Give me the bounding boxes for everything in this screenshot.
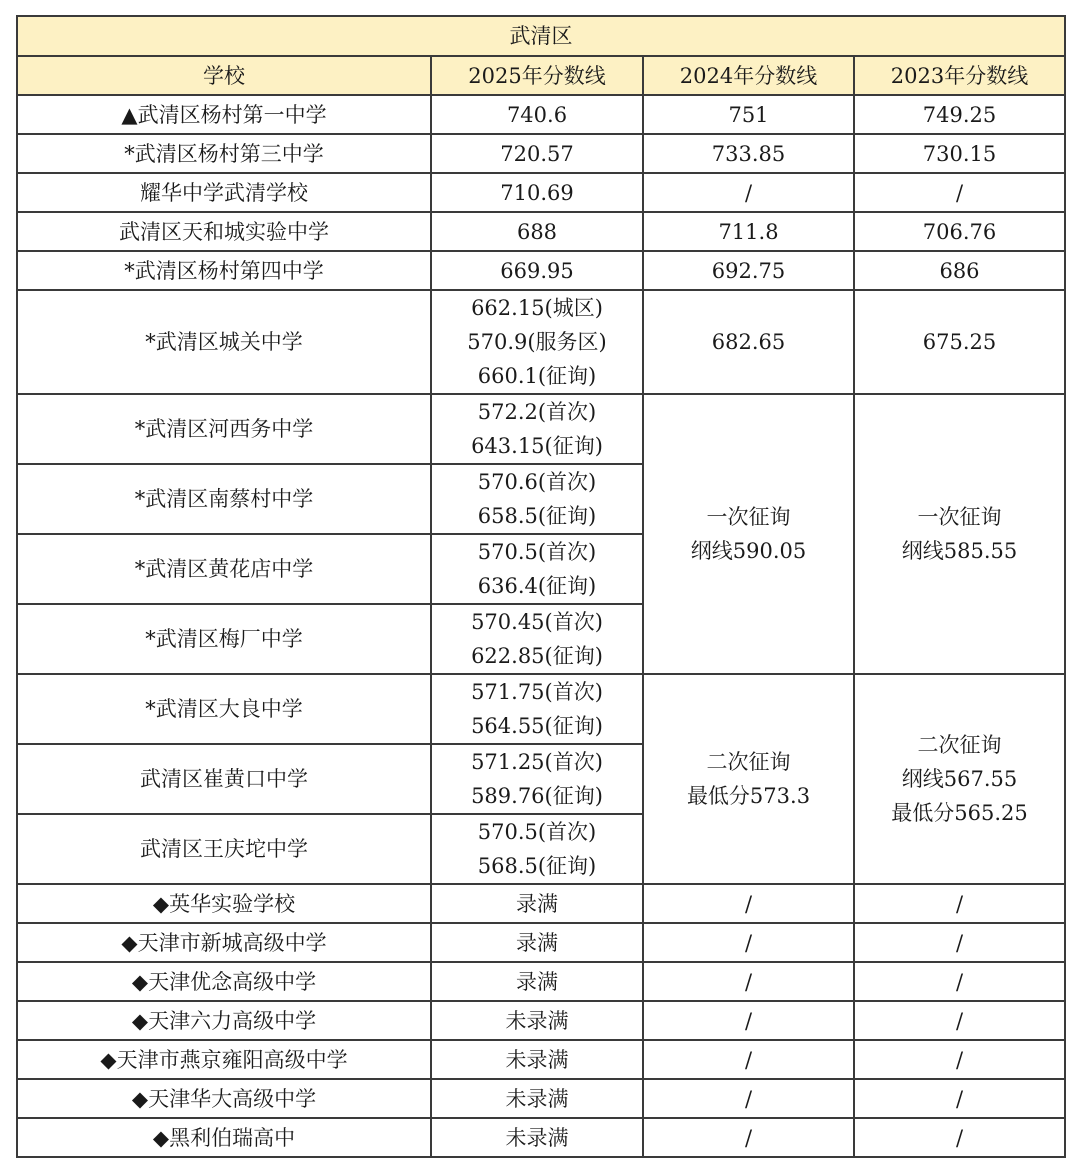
school-cell: ◆英华实验学校 bbox=[17, 884, 431, 923]
score-line: 636.4(征询) bbox=[477, 574, 597, 598]
score-2025-cell: 未录满 bbox=[431, 1040, 643, 1079]
merged-line: 纲线585.55 bbox=[901, 539, 1018, 563]
table-row bbox=[17, 923, 1065, 962]
table-row bbox=[17, 674, 1065, 744]
score-line: 571.25(首次) bbox=[471, 750, 603, 774]
score-line: 589.76(征询) bbox=[471, 784, 603, 808]
score-2024-cell: 692.75 bbox=[643, 251, 854, 290]
score-2025-cell: 未录满 bbox=[431, 1079, 643, 1118]
score-line: 570.6(首次) bbox=[477, 470, 597, 494]
table-row bbox=[17, 134, 1065, 173]
school-cell: *武清区河西务中学 bbox=[17, 394, 431, 464]
score-line: 570.5(首次) bbox=[477, 820, 597, 844]
merged-line: 二次征询 bbox=[917, 733, 1002, 757]
merged-line: 纲线567.55 bbox=[901, 767, 1018, 791]
score-2023-cell: / bbox=[854, 923, 1065, 962]
school-cell: *武清区城关中学 bbox=[17, 290, 431, 394]
score-line: 570.9(服务区) bbox=[467, 330, 607, 354]
merged-line: 一次征询 bbox=[917, 505, 1002, 529]
table-row bbox=[17, 884, 1065, 923]
score-2025-cell: 未录满 bbox=[431, 1118, 643, 1157]
score-2025-cell bbox=[431, 394, 643, 464]
score-2025-cell bbox=[431, 814, 643, 884]
score-2023-cell: 686 bbox=[854, 251, 1065, 290]
school-cell: ▲武清区杨村第一中学 bbox=[17, 95, 431, 134]
score-2024-cell: / bbox=[643, 923, 854, 962]
school-cell: ◆天津六力高级中学 bbox=[17, 1001, 431, 1040]
score-2024-cell: / bbox=[643, 173, 854, 212]
score-2024-cell: / bbox=[643, 1079, 854, 1118]
table-row bbox=[17, 394, 1065, 464]
table-row bbox=[17, 251, 1065, 290]
score-2025-cell: 录满 bbox=[431, 962, 643, 1001]
merged-2024-cell bbox=[643, 394, 854, 674]
table-row bbox=[17, 1118, 1065, 1157]
score-line: 564.55(征询) bbox=[471, 714, 603, 738]
score-2025-cell: 688 bbox=[431, 212, 643, 251]
school-cell: ◆天津华大高级中学 bbox=[17, 1079, 431, 1118]
school-cell: *武清区大良中学 bbox=[17, 674, 431, 744]
score-2025-cell: 录满 bbox=[431, 884, 643, 923]
score-2025-cell: 录满 bbox=[431, 923, 643, 962]
school-cell: *武清区南蔡村中学 bbox=[17, 464, 431, 534]
merged-line: 纲线590.05 bbox=[690, 539, 807, 563]
merged-2024-cell bbox=[643, 674, 854, 884]
table-row bbox=[17, 962, 1065, 1001]
merged-line: 二次征询 bbox=[706, 750, 791, 774]
header-2024: 2024年分数线 bbox=[643, 56, 854, 95]
score-2025-cell: 未录满 bbox=[431, 1001, 643, 1040]
score-2024-cell: / bbox=[643, 884, 854, 923]
score-2025-cell bbox=[431, 464, 643, 534]
score-2024-cell: 711.8 bbox=[643, 212, 854, 251]
table-row bbox=[17, 1001, 1065, 1040]
score-2024-cell: 682.65 bbox=[643, 290, 854, 394]
score-2023-cell: / bbox=[854, 1079, 1065, 1118]
score-2025-cell bbox=[431, 604, 643, 674]
merged-line: 最低分573.3 bbox=[686, 784, 811, 808]
score-2023-cell: / bbox=[854, 884, 1065, 923]
score-2024-cell: 733.85 bbox=[643, 134, 854, 173]
table-row bbox=[17, 95, 1065, 134]
school-cell: ◆天津优念高级中学 bbox=[17, 962, 431, 1001]
score-2025-cell bbox=[431, 290, 643, 394]
score-line: 572.2(首次) bbox=[477, 400, 597, 424]
score-2024-cell: 751 bbox=[643, 95, 854, 134]
score-2024-cell: / bbox=[643, 1040, 854, 1079]
school-cell: *武清区杨村第四中学 bbox=[17, 251, 431, 290]
header-2023: 2023年分数线 bbox=[854, 56, 1065, 95]
score-2024-cell: / bbox=[643, 962, 854, 1001]
score-line: 570.45(首次) bbox=[471, 610, 603, 634]
score-2025-cell: 720.57 bbox=[431, 134, 643, 173]
score-2023-cell: / bbox=[854, 173, 1065, 212]
score-line: 568.5(征询) bbox=[477, 854, 597, 878]
score-line: 662.15(城区) bbox=[471, 296, 603, 320]
score-2024-cell: / bbox=[643, 1001, 854, 1040]
header-school: 学校 bbox=[17, 56, 431, 95]
score-line: 570.5(首次) bbox=[477, 540, 597, 564]
region-title: 武清区 bbox=[17, 16, 1065, 56]
table-row bbox=[17, 290, 1065, 394]
header-2025: 2025年分数线 bbox=[431, 56, 643, 95]
score-2025-cell: 669.95 bbox=[431, 251, 643, 290]
school-cell: 武清区天和城实验中学 bbox=[17, 212, 431, 251]
score-2023-cell: / bbox=[854, 1040, 1065, 1079]
score-2025-cell bbox=[431, 744, 643, 814]
table-row bbox=[17, 1079, 1065, 1118]
school-cell: ◆天津市燕京雍阳高级中学 bbox=[17, 1040, 431, 1079]
score-2025-cell: 740.6 bbox=[431, 95, 643, 134]
table-row bbox=[17, 173, 1065, 212]
school-cell: *武清区杨村第三中学 bbox=[17, 134, 431, 173]
merged-2023-cell bbox=[854, 394, 1065, 674]
score-2023-cell: / bbox=[854, 1118, 1065, 1157]
school-cell: ◆黑利伯瑞高中 bbox=[17, 1118, 431, 1157]
header-row bbox=[17, 56, 1065, 95]
school-cell: 武清区崔黄口中学 bbox=[17, 744, 431, 814]
score-2025-cell: 710.69 bbox=[431, 173, 643, 212]
score-line: 571.75(首次) bbox=[471, 680, 603, 704]
school-cell: ◆天津市新城高级中学 bbox=[17, 923, 431, 962]
score-2023-cell: 706.76 bbox=[854, 212, 1065, 251]
table-row bbox=[17, 212, 1065, 251]
table-row bbox=[17, 1040, 1065, 1079]
score-2023-cell: 730.15 bbox=[854, 134, 1065, 173]
score-line: 658.5(征询) bbox=[477, 504, 597, 528]
score-2025-cell bbox=[431, 674, 643, 744]
score-2023-cell: / bbox=[854, 1001, 1065, 1040]
school-cell: 耀华中学武清学校 bbox=[17, 173, 431, 212]
score-line: 643.15(征询) bbox=[471, 434, 603, 458]
score-2023-cell: / bbox=[854, 962, 1065, 1001]
school-cell: *武清区梅厂中学 bbox=[17, 604, 431, 674]
score-line: 660.1(征询) bbox=[477, 364, 597, 388]
score-2023-cell: 749.25 bbox=[854, 95, 1065, 134]
score-2023-cell: 675.25 bbox=[854, 290, 1065, 394]
school-cell: *武清区黄花店中学 bbox=[17, 534, 431, 604]
merged-line: 最低分565.25 bbox=[891, 801, 1028, 825]
score-2024-cell: / bbox=[643, 1118, 854, 1157]
score-line: 622.85(征询) bbox=[471, 644, 603, 668]
merged-2023-cell bbox=[854, 674, 1065, 884]
score-table bbox=[16, 15, 1066, 1158]
merged-line: 一次征询 bbox=[706, 505, 791, 529]
score-2025-cell bbox=[431, 534, 643, 604]
school-cell: 武清区王庆坨中学 bbox=[17, 814, 431, 884]
